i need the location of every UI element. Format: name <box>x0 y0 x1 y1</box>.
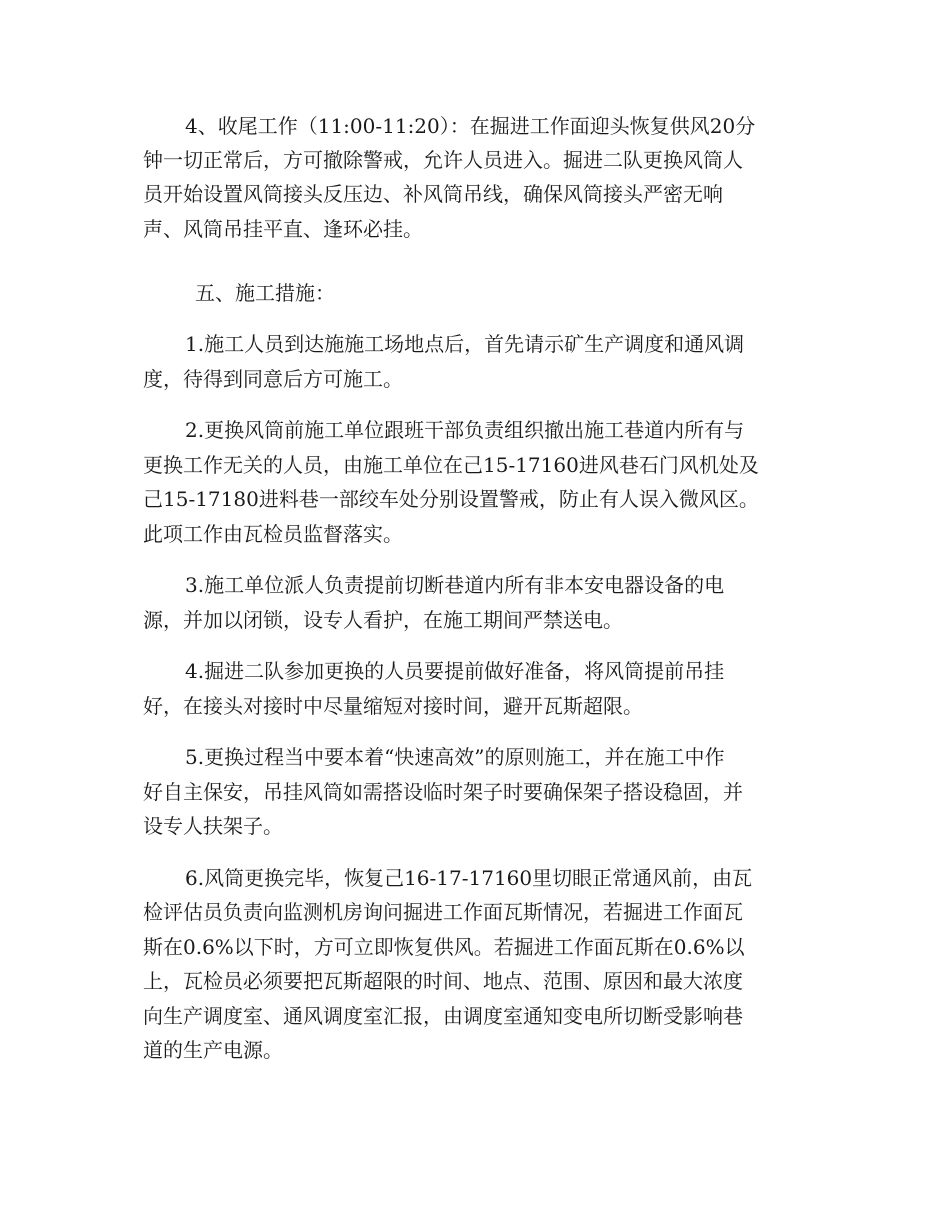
text-line: 4、收尾工作（11:00-11:20）：在掘进工作面迎头恢复供风20分 <box>185 114 756 138</box>
text-line: 好自主保安，吊挂风筒如需搭设临时架子时要确保架子搭设稳固，并 <box>143 780 743 804</box>
text-line: 5.更换过程当中要本着“快速高效”的原则施工，并在施工中作 <box>185 745 725 769</box>
text-line: 道的生产电源。 <box>143 1038 283 1062</box>
text-line: 向生产调度室、通风调度室汇报，由调度室通知变电所切断受影响巷 <box>143 1004 743 1028</box>
text-line: 度，待得到同意后方可施工。 <box>143 367 403 391</box>
text-line: 己15-17180进料巷一部绞车处分别设置警戒，防止有人误入微风区。 <box>143 487 759 511</box>
text-line: 斯在0.6%以下时，方可立即恢复供风。若掘进工作面瓦斯在0.6%以 <box>143 935 745 959</box>
text-line: 五、施工措施： <box>195 281 335 305</box>
text-line: 1.施工人员到达施施工场地点后，首先请示矿生产调度和通风调 <box>185 332 745 356</box>
text-line: 员开始设置风筒接头反压边、补风筒吊线，确保风筒接头严密无响 <box>143 182 723 206</box>
text-line: 钟一切正常后，方可撤除警戒，允许人员进入。掘进二队更换风筒人 <box>143 148 743 172</box>
text-line: 检评估员负责向监测机房询问掘进工作面瓦斯情况，若掘进工作面瓦 <box>143 900 743 924</box>
text-line: 上，瓦检员必须要把瓦斯超限的时间、地点、范围、原因和最大浓度 <box>143 969 743 993</box>
text-line: 源，并加以闭锁，设专人看护，在施工期间严禁送电。 <box>143 608 623 632</box>
text-line: 声、风筒吊挂平直、逢环必挂。 <box>143 217 423 241</box>
text-line: 6.风筒更换完毕，恢复己16-17-17160里切眼正常通风前，由瓦 <box>185 866 753 890</box>
text-line: 好，在接头对接时中尽量缩短对接时间，避开瓦斯超限。 <box>143 694 643 718</box>
text-line: 2.更换风筒前施工单位跟班干部负责组织撤出施工巷道内所有与 <box>185 418 745 442</box>
text-line: 4.掘进二队参加更换的人员要提前做好准备，将风筒提前吊挂 <box>185 659 725 683</box>
text-line: 此项工作由瓦检员监督落实。 <box>143 522 403 546</box>
text-line: 3.施工单位派人负责提前切断巷道内所有非本安电器设备的电 <box>185 573 725 597</box>
text-line: 设专人扶架子。 <box>143 814 283 838</box>
text-line: 更换工作无关的人员，由施工单位在己15-17160进风巷石门风机处及 <box>143 453 759 477</box>
